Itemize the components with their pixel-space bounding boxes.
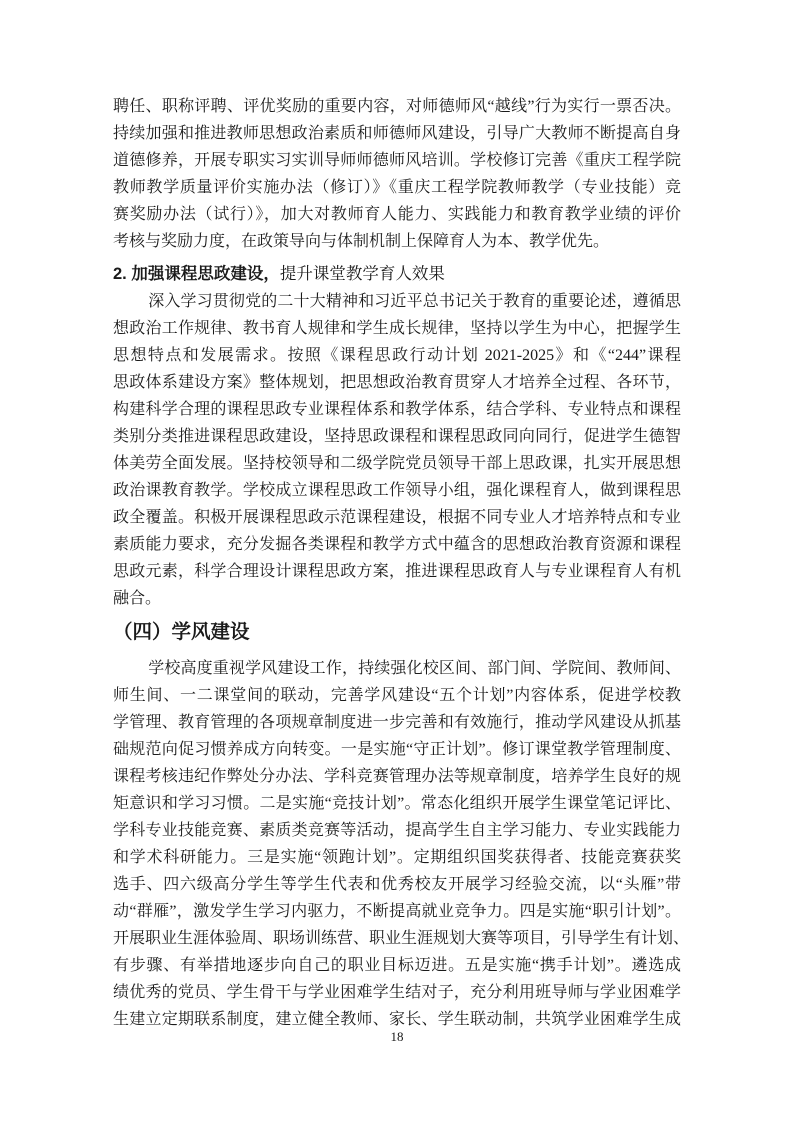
heading-course-ideology-title: 提升课堂教学育人效果 <box>279 265 445 283</box>
paragraph-study-style <box>113 655 690 1033</box>
text-line: 课程考核违纪作弊处分办法、学科竞赛管理办法等规章制度，培养学生良好的规 <box>113 768 681 785</box>
text-line: 想政治工作规律、教书育人规律和学生成长规律，坚持以学生为中心，把握学生 <box>113 320 681 337</box>
text-line: 深入学习贯彻党的二十大精神和习近平总书记关于教育的重要论述，遵循思 <box>148 293 681 310</box>
text-line: 聘任、职称评聘、评优奖励的重要内容，对师德师风“越线”行为实行一票否决。 <box>113 98 681 115</box>
text-line: 政全覆盖。积极开展课程思政示范课程建设，根据不同专业人才培养特点和专业 <box>113 509 681 526</box>
text-line: 学管理、教育管理的各项规章制度进一步完善和有效施行，推动学风建设从抓基 <box>113 714 681 731</box>
paragraph-course-ideology <box>113 288 681 612</box>
text-line: 政治课教育教学。学校成立课程思政工作领导小组，强化课程育人，做到课程思 <box>113 482 681 499</box>
text-line: 思想特点和发展需求。按照《课程思政行动计划 2021-2025》和《“244”课程 <box>113 347 681 364</box>
text-line: 道德修养，开展专职实习实训导师师德师风培训。学校修订完善《重庆工程学院 <box>113 152 681 169</box>
text-line: 和学术科研能力。三是实施“领跑计划”。定期组织国奖获得者、技能竞赛获奖 <box>113 849 681 866</box>
text-line: 础规范向促习惯养成方向转变。一是实施“守正计划”。修订课堂教学管理制度、 <box>113 741 681 758</box>
heading-course-ideology-number: 2. 加强课程思政建设， <box>113 265 280 283</box>
text-line: 绩优秀的党员、学生骨干与学业困难学生结对子，充分利用班导师与学业困难学 <box>113 984 681 1001</box>
text-line: 持续加强和推进教师思想政治素质和师德师风建设，引导广大教师不断提高自身 <box>113 125 681 142</box>
text-line: 开展职业生涯体验周、职场训练营、职业生涯规划大赛等项目，引导学生有计划、 <box>113 930 690 947</box>
text-line: 融合。 <box>113 590 162 607</box>
text-line: 体美劳全面发展。坚持校领导和二级学院党员领导干部上思政课，扎实开展思想 <box>113 455 681 472</box>
text-line: 动“群雁”，激发学生学习内驱力，不断提高就业竞争力。四是实施“职引计划”。 <box>113 903 681 920</box>
heading-study-style-section: （四）学风建设 <box>113 621 250 643</box>
text-line: 构建科学合理的课程思政专业课程体系和教学体系，结合学科、专业特点和课程 <box>113 401 681 418</box>
page-number: 18 <box>390 1029 404 1044</box>
text-line: 生建立定期联系制度，建立健全教师、家长、学生联动制，共筑学业困难学生成 <box>113 1011 681 1028</box>
text-line: 矩意识和学习习惯。二是实施“竞技计划”。常态化组织开展学生课堂笔记评比、 <box>113 795 681 812</box>
text-line: 教师教学质量评价实施办法（修订）》《重庆工程学院教师教学（专业技能）竞 <box>113 179 681 196</box>
heading-course-ideology <box>113 261 681 288</box>
text-line: 有步骤、有举措地逐步向自己的职业目标迈进。五是实施“携手计划”。遴选成 <box>113 957 681 974</box>
text-line: 思政体系建设方案》整体规划，把思想政治教育贯穿人才培养全过程、各环节， <box>113 374 681 391</box>
text-line: 类别分类推进课程思政建设，坚持思政课程和课程思政同向同行，促进学生德智 <box>113 428 681 445</box>
text-line: 学校高度重视学风建设工作，持续强化校区间、部门间、学院间、教师间、 <box>148 660 681 677</box>
text-line: 素质能力要求，充分发掘各类课程和教学方式中蕴含的思想政治教育资源和课程 <box>113 536 681 553</box>
text-line: 考核与奖励力度，在政策导向与体制机制上保障育人为本、教学优先。 <box>113 233 610 250</box>
text-line: 选手、四六级高分学生等学生代表和优秀校友开展学习经验交流，以“头雁”带 <box>113 876 681 893</box>
text-line: 学科专业技能竞赛、素质类竞赛等活动，提高学生自主学习能力、专业实践能力 <box>113 822 681 839</box>
paragraph-teacher-ethics <box>113 93 681 255</box>
text-line: 师生间、一二课堂间的联动，完善学风建设“五个计划”内容体系，促进学校教 <box>113 687 681 704</box>
text-line: 思政元素，科学合理设计课程思政方案，推进课程思政育人与专业课程育人有机 <box>113 563 681 580</box>
page-content <box>113 93 690 1033</box>
text-line: 赛奖励办法（试行）》，加大对教师育人能力、实践能力和教育教学业绩的评价 <box>113 206 681 223</box>
